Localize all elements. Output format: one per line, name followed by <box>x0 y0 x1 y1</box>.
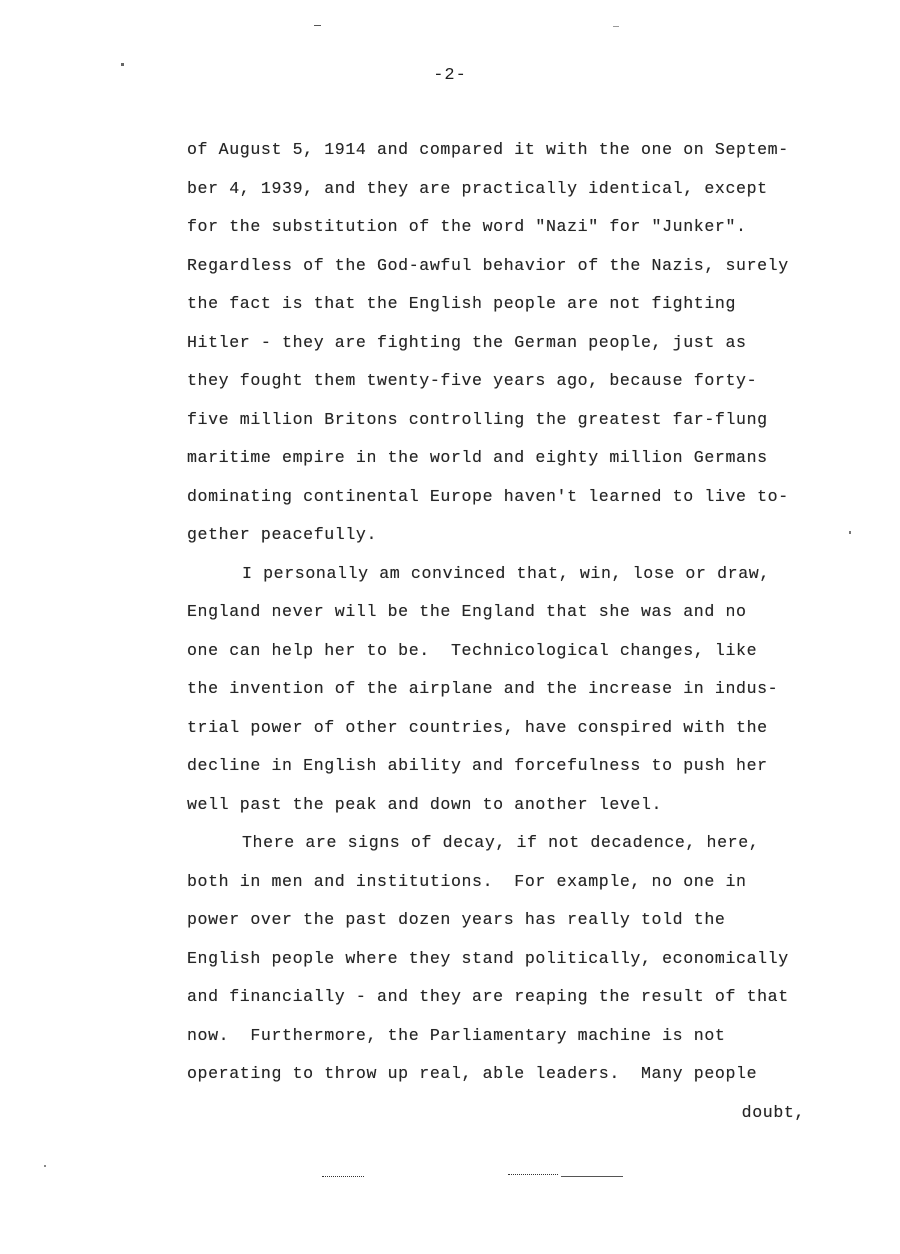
text-line: trial power of other countries, have conspired with the <box>187 717 768 737</box>
footer-rule <box>322 1176 364 1178</box>
text-line: decline in English ability and forcefulness to push her <box>187 756 768 775</box>
text-line: maritime empire in the world and eighty million Germans <box>187 448 768 467</box>
footer-rule <box>561 1176 623 1178</box>
text-line: both in men and institutions. For example, no one in <box>187 871 747 891</box>
body-text <box>187 136 827 1137</box>
catchword: doubt, <box>741 1102 805 1122</box>
paragraph <box>187 136 827 560</box>
scan-artifact <box>613 26 619 27</box>
text-line: the fact is that the English people are not fighting <box>187 294 737 313</box>
text-line: for the substitution of the word "Nazi" for "Junker". <box>187 217 747 236</box>
text-line: ber 4, 1939, and they are practically identical, except <box>187 178 768 198</box>
text-line: now. Furthermore, the Parliamentary machine is not <box>187 1025 726 1045</box>
text-line: operating to throw up real, able leaders. Many people <box>187 1064 758 1083</box>
text-line: Regardless of the God-awful behavior of the Nazis, surely <box>187 255 789 275</box>
text-line: power over the past dozen years has really told the <box>187 910 726 929</box>
text-line: England never will be the England that she was and no <box>187 602 747 621</box>
text-line: English people where they stand politically, economically <box>187 948 789 968</box>
text-line: well past the peak and down to another level. <box>187 794 663 814</box>
text-line: Hitler - they are fighting the German people, just as <box>187 332 747 352</box>
text-line: the invention of the airplane and the increase in indus- <box>187 679 779 698</box>
text-line: There are signs of decay, if not decadence, here, <box>242 833 760 852</box>
paragraph <box>187 560 827 830</box>
footer-rule <box>508 1174 558 1176</box>
text-line: gether peacefully. <box>187 525 378 544</box>
text-line: they fought them twenty-five years ago, because forty- <box>187 371 758 390</box>
text-line: and financially - and they are reaping the result of that <box>187 987 789 1006</box>
scan-artifact <box>849 531 851 534</box>
text-line: I personally am convinced that, win, lose or draw, <box>242 563 770 583</box>
text-line: of August 5, 1914 and compared it with the one on Septem- <box>187 140 789 159</box>
scan-artifact <box>44 1165 46 1167</box>
page-number: -2- <box>433 66 467 85</box>
text-line: dominating continental Europe haven't learned to live to- <box>187 486 789 506</box>
scan-artifact <box>314 25 321 26</box>
paragraph <box>187 829 827 1099</box>
text-line: one can help her to be. Technicological changes, like <box>187 640 758 660</box>
text-line: five million Britons controlling the greatest far-flung <box>187 409 768 429</box>
